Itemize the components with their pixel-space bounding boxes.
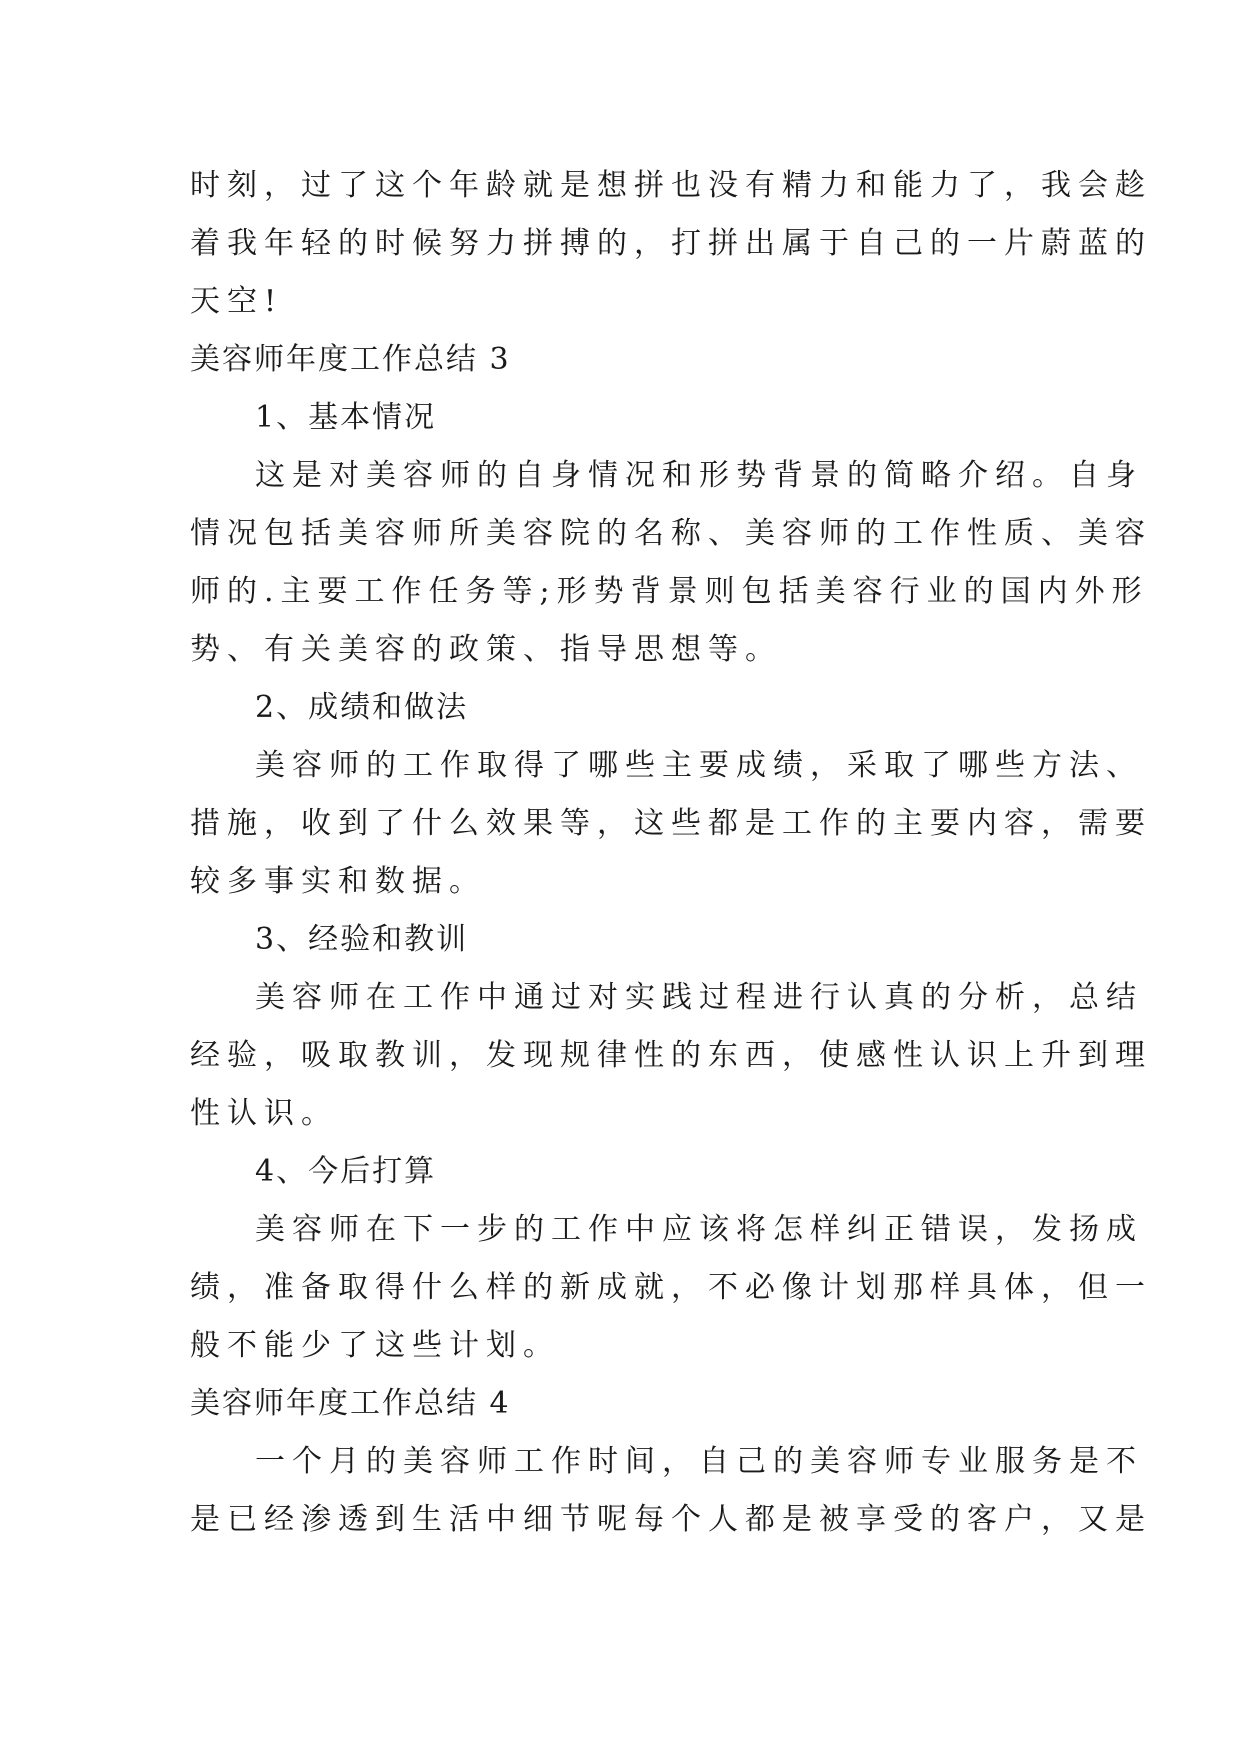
paragraph-line: 绩，准备取得什么样的新成就，不必像计划那样具体，但一 (190, 1270, 1152, 1305)
subheading: 2、成绩和做法 (255, 690, 469, 725)
subheading: 1、基本情况 (255, 400, 437, 435)
paragraph-line: 性认识。 (190, 1096, 338, 1131)
paragraph-line: 经验，吸取教训，发现规律性的东西，使感性认识上升到理 (190, 1038, 1152, 1073)
paragraph-line: 天空! (190, 284, 284, 319)
paragraph-line: 般不能少了这些计划。 (190, 1328, 560, 1363)
paragraph-line: 美容师的工作取得了哪些主要成绩，采取了哪些方法、 (255, 748, 1143, 783)
paragraph-line: 美容师在下一步的工作中应该将怎样纠正错误，发扬成 (255, 1212, 1143, 1247)
section-title: 美容师年度工作总结 4 (190, 1386, 511, 1421)
paragraph-line: 这是对美容师的自身情况和形势背景的简略介绍。自身 (255, 458, 1143, 493)
paragraph-line: 美容师在工作中通过对实践过程进行认真的分析，总结 (255, 980, 1143, 1015)
paragraph-line: 着我年轻的时候努力拼搏的，打拼出属于自己的一片蔚蓝的 (190, 226, 1152, 261)
subheading: 4、今后打算 (255, 1154, 437, 1189)
paragraph-line: 措施，收到了什么效果等，这些都是工作的主要内容，需要 (190, 806, 1152, 841)
paragraph-line: 情况包括美容师所美容院的名称、美容师的工作性质、美容 (190, 516, 1152, 551)
paragraph-line: 较多事实和数据。 (190, 864, 486, 899)
paragraph-line: 是已经渗透到生活中细节呢每个人都是被享受的客户，又是 (190, 1502, 1152, 1537)
paragraph-line: 师的.主要工作任务等;形势背景则包括美容行业的国内外形 (190, 574, 1149, 609)
paragraph-line: 一个月的美容师工作时间，自己的美容师专业服务是不 (255, 1444, 1143, 1479)
section-title: 美容师年度工作总结 3 (190, 342, 511, 377)
paragraph-line: 势、有关美容的政策、指导思想等。 (190, 632, 782, 667)
subheading: 3、经验和教训 (255, 922, 469, 957)
paragraph-line: 时刻，过了这个年龄就是想拼也没有精力和能力了，我会趁 (190, 168, 1152, 203)
